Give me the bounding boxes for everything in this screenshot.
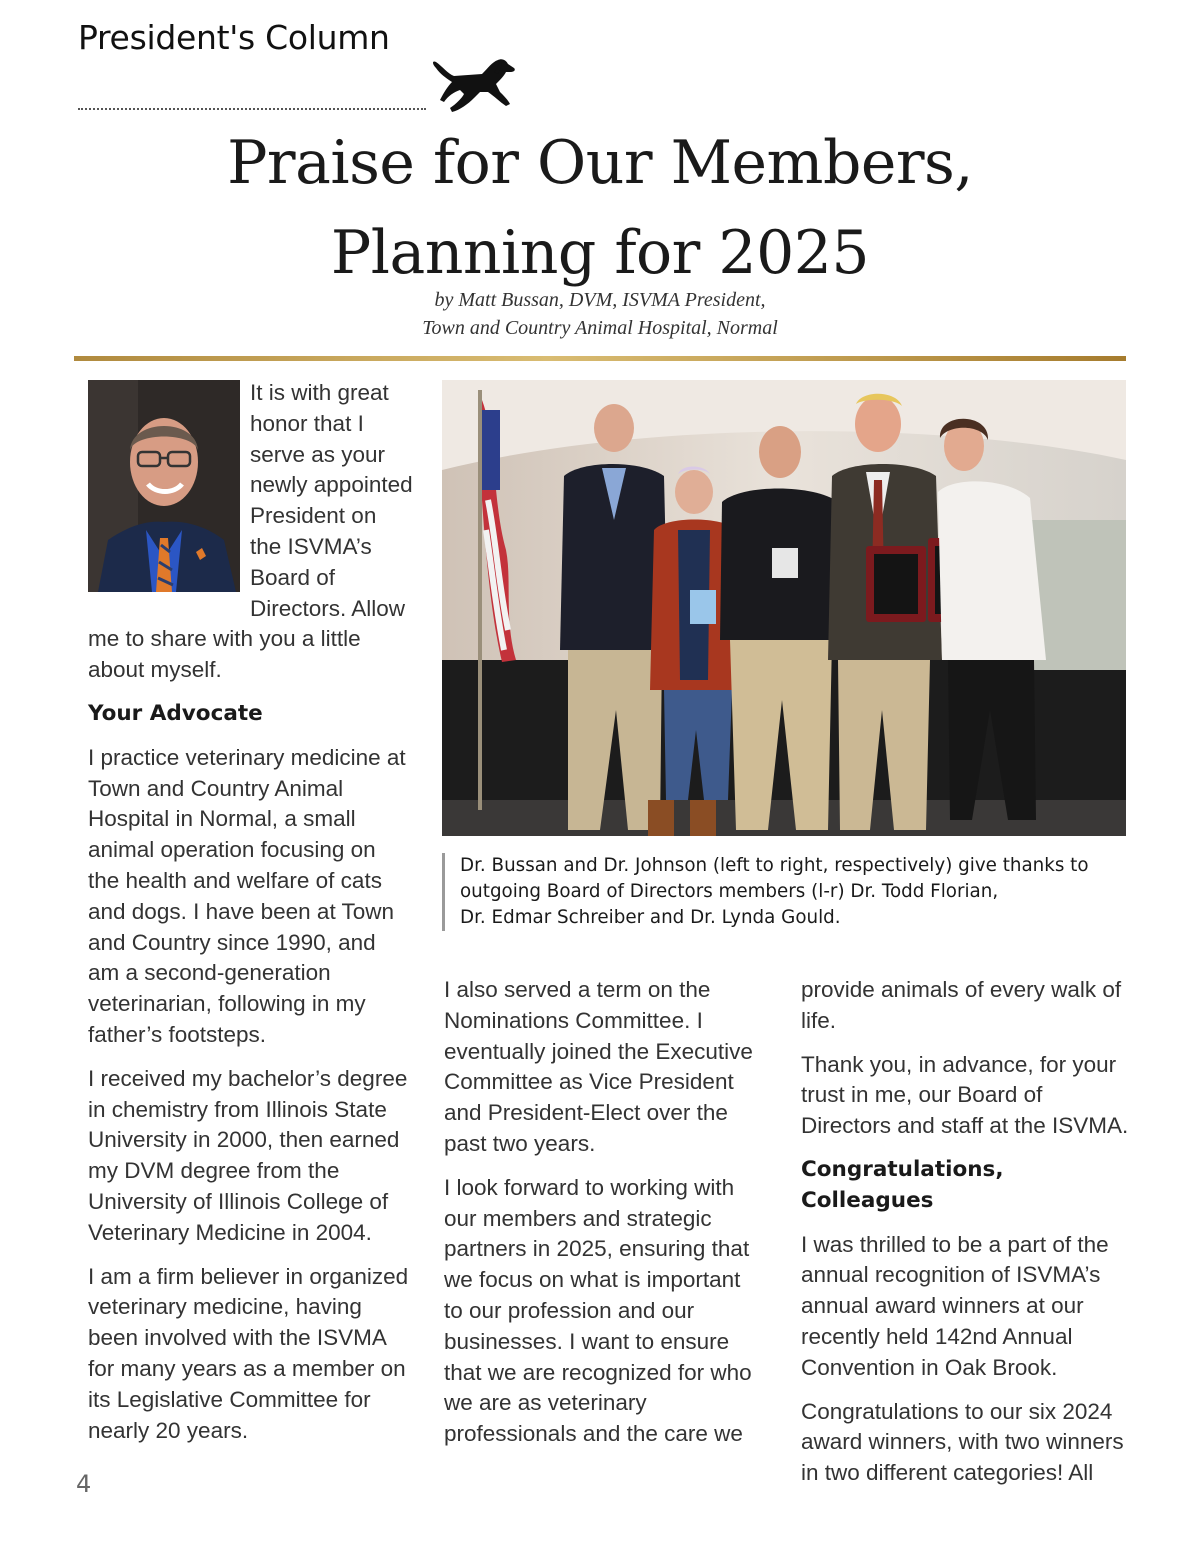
paragraph: provide animals of every walk of life. bbox=[801, 977, 1122, 1033]
intro-paragraph: It is with great honor that I serve as your newly appointed President on the ISVMA’s Board of Directors. Allow me to share with you a little about myself. bbox=[88, 380, 413, 683]
byline bbox=[0, 286, 1200, 342]
headline bbox=[0, 118, 1200, 298]
paragraph: I look forward to working with our members and strategic partners in 2025, ensuring that we focus on what is important to our profession and our businesses. I want to ensure that we are recognized for who we are as veterinary professionals and the care we bbox=[444, 1174, 752, 1447]
subhead-congratulations: Congratulations, Colleagues bbox=[801, 1156, 1004, 1213]
paragraph: I also served a term on the Nominations Committee. I eventually joined the Executive Committee as Vice President and President-Elect over the past two years. bbox=[444, 977, 753, 1156]
running-dog-icon bbox=[430, 56, 516, 116]
headline-line-2: Planning for 2025 bbox=[330, 218, 870, 288]
caption-line-2: outgoing Board of Directors members (l-r) Dr. Todd Florian, bbox=[460, 881, 999, 902]
paragraph: Thank you, in advance, for your trust in me, our Board of Directors and staff at the ISVMA. bbox=[801, 1051, 1129, 1139]
paragraph: Congratulations to our six 2024 award winners, with two winners in two different categories! All bbox=[801, 1398, 1124, 1486]
byline-line-1: by Matt Bussan, DVM, ISVMA President, bbox=[434, 289, 766, 311]
article-column-3 bbox=[801, 975, 1131, 1502]
caption-line-1: Dr. Bussan and Dr. Johnson (left to right, respectively) give thanks to bbox=[460, 855, 1089, 876]
photo-caption bbox=[442, 853, 1140, 931]
paragraph: I received my bachelor’s degree in chemistry from Illinois State University in 2000, then earned my DVM degree from the University of Illinois College of Veterinary Medicine in 2004. bbox=[88, 1065, 408, 1245]
paragraph: I practice veterinary medicine at Town and Country Animal Hospital in Normal, a small animal operation focusing on the health and welfare of cats and dogs. I have been at Town and Country since 1990, and am a second-generation veterinarian, following in my father’s footsteps. bbox=[88, 744, 406, 1047]
paragraph: I am a firm believer in organized veterinary medicine, having been involved with the ISVMA for many years as a member on its Legislative Committee for nearly 20 years. bbox=[88, 1263, 409, 1443]
article-column-1 bbox=[88, 378, 413, 1459]
page-number: 4 bbox=[76, 1470, 92, 1498]
caption-line-3: Dr. Edmar Schreiber and Dr. Lynda Gould. bbox=[460, 907, 841, 928]
author-portrait bbox=[88, 380, 240, 592]
headline-line-1: Praise for Our Members, bbox=[227, 128, 973, 198]
award-group-photo bbox=[442, 380, 1126, 836]
byline-line-2: Town and Country Animal Hospital, Normal bbox=[422, 317, 778, 339]
gold-divider bbox=[74, 356, 1126, 361]
article-column-2 bbox=[444, 975, 764, 1463]
subhead-your-advocate: Your Advocate bbox=[88, 700, 263, 726]
dotted-divider bbox=[78, 108, 426, 110]
section-label: President's Column bbox=[78, 18, 390, 57]
paragraph: I was thrilled to be a part of the annual recognition of ISVMA’s annual award winners at our recently held 142nd Annual Convention in Oak Brook. bbox=[801, 1231, 1109, 1380]
